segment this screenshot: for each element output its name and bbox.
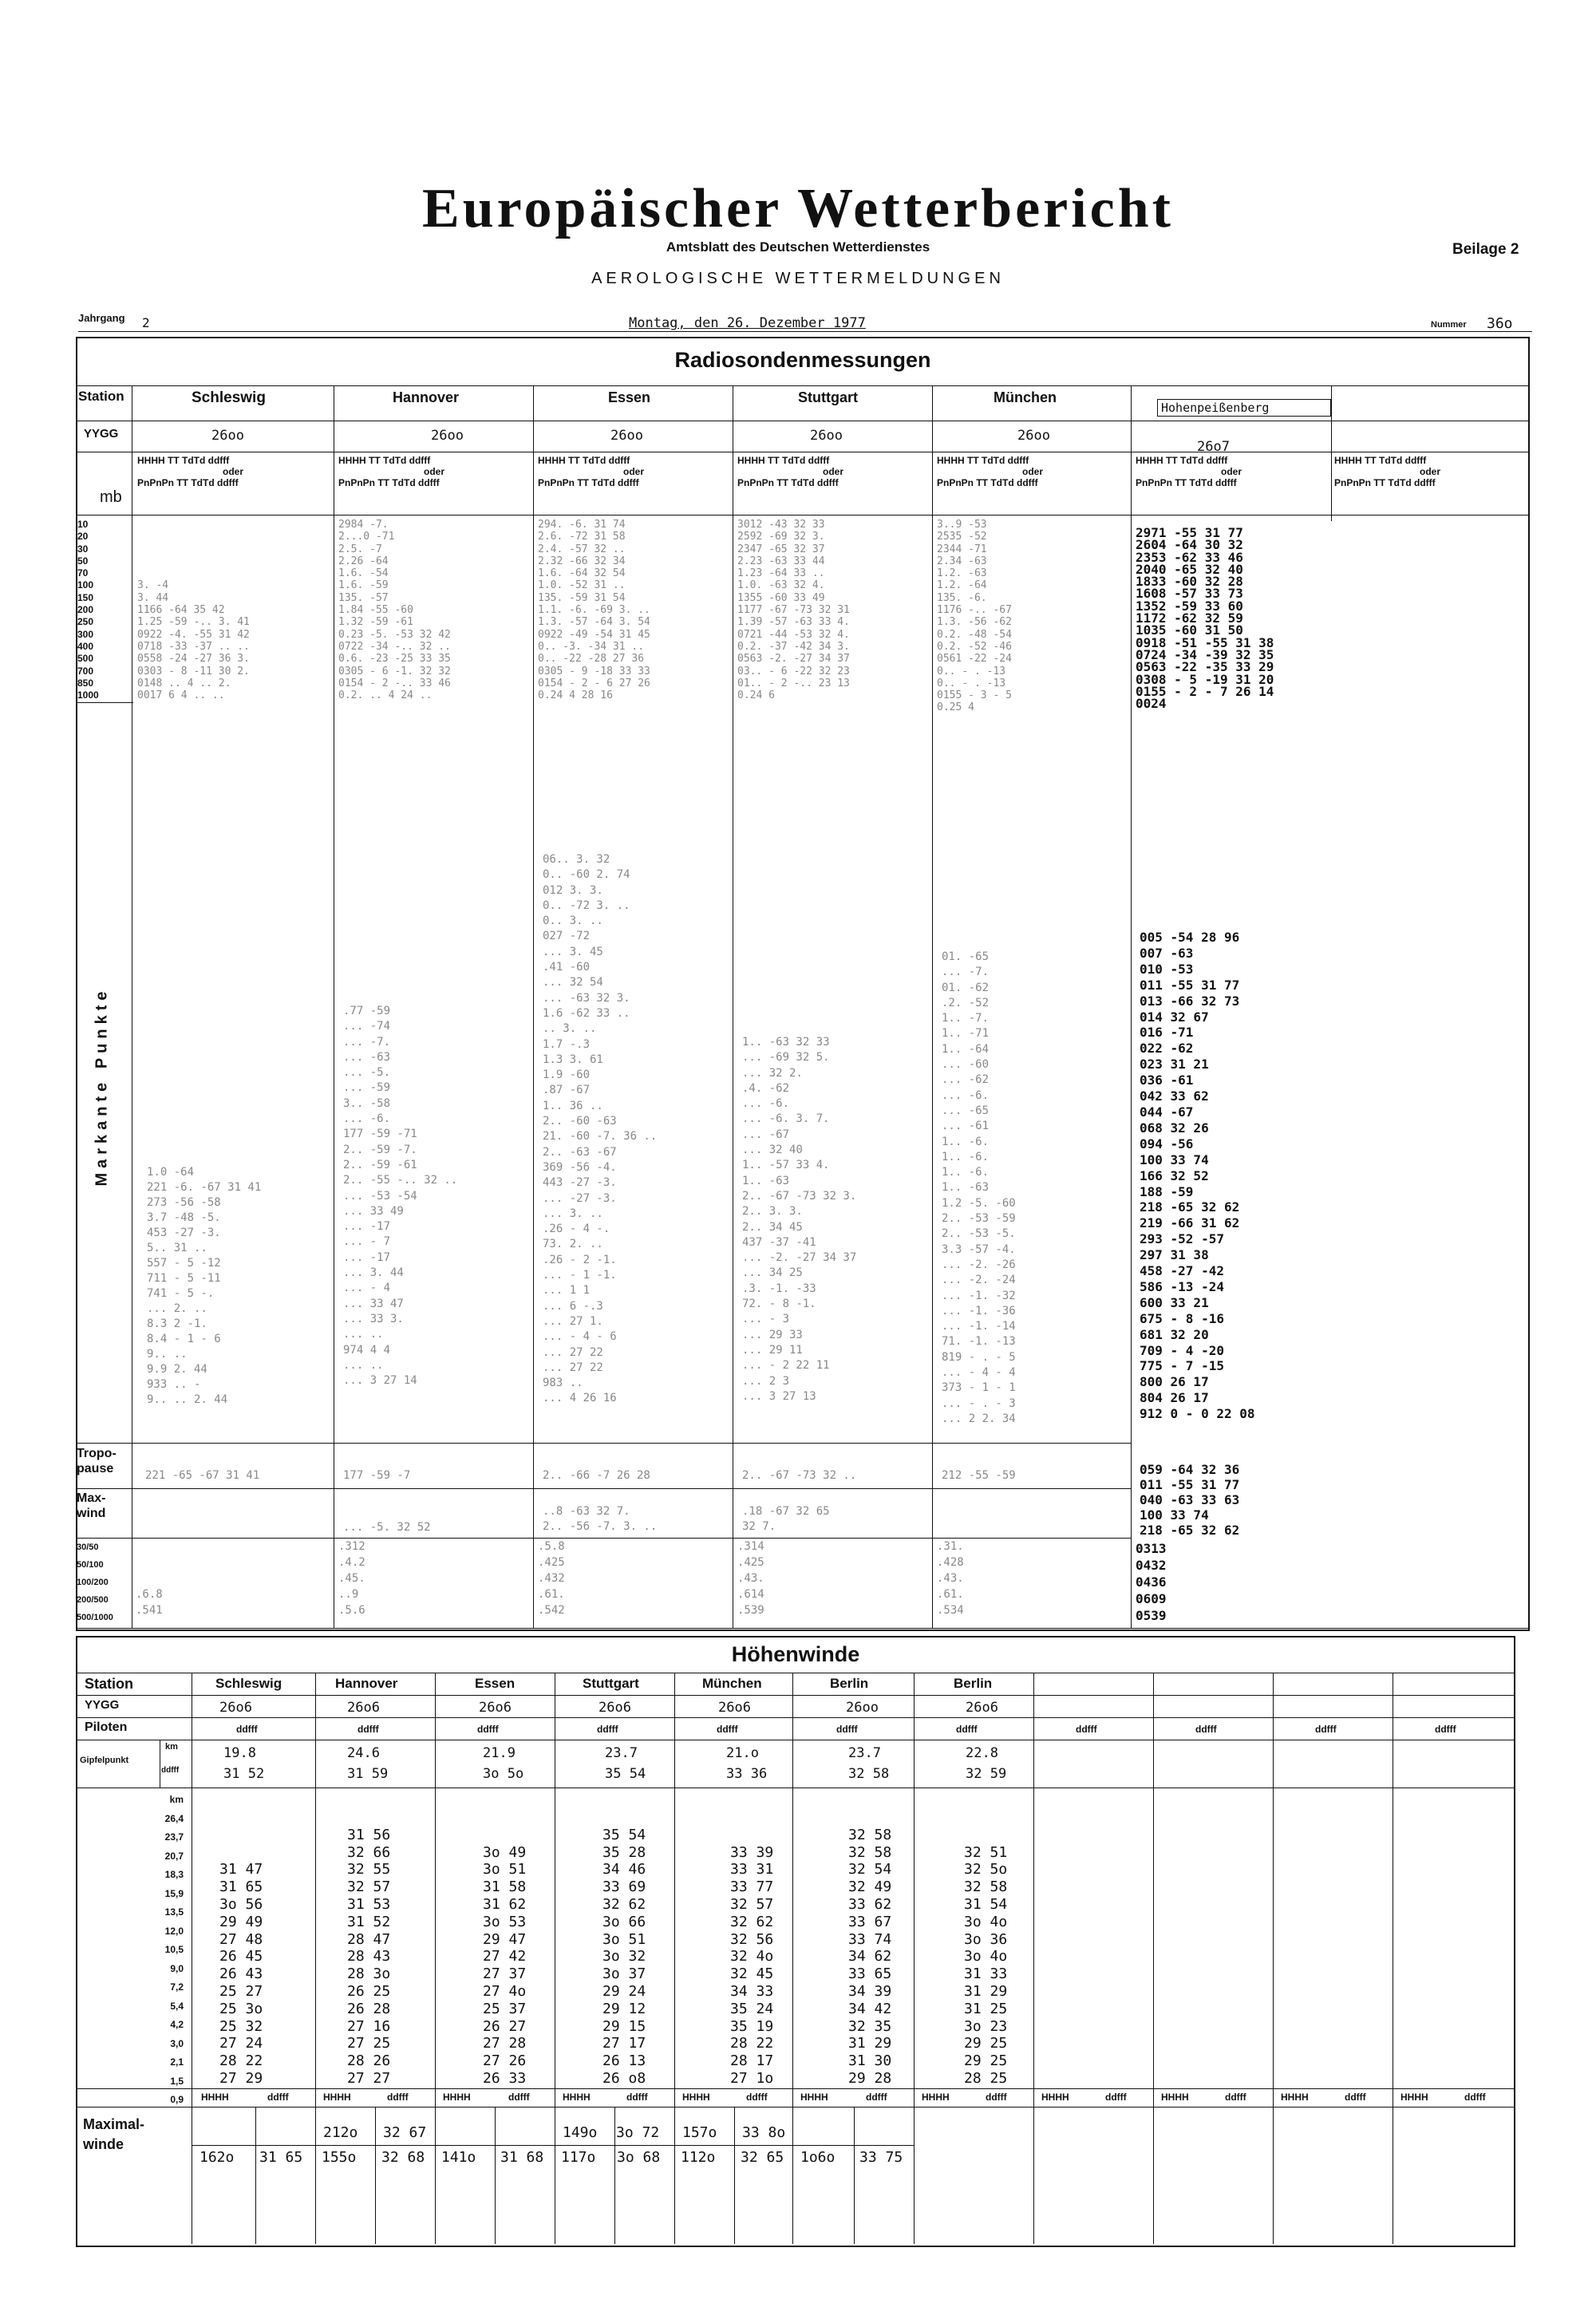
colhead-extra — [1334, 455, 1526, 488]
winds-yygg-berlin-2: 26o6 — [966, 1700, 998, 1716]
page-title: Europäischer Wetterbericht — [422, 178, 1174, 239]
gipfel-berlin-1 — [848, 1743, 889, 1784]
stuttgart-shear: .314 .425 .43. .614 .539 — [737, 1540, 764, 1617]
essen-tropo: 2.. -66 -7 26 28 — [543, 1469, 650, 1482]
piloten-ddfff: ddfff — [1435, 1724, 1456, 1735]
ddfff-label: ddfff — [746, 2092, 768, 2103]
station-muenchen: München — [994, 389, 1057, 405]
yygg-hannover: 26oo — [431, 428, 464, 444]
level: 200 — [77, 604, 94, 616]
piloten-ddfff: ddfff — [836, 1724, 858, 1735]
hhhh-label: HHHH — [443, 2092, 471, 2103]
winds-yygg-schleswig: 26o6 — [219, 1700, 252, 1716]
km-level: 20,7 — [164, 1850, 184, 1862]
ddfff-label: ddfff — [387, 2092, 409, 2103]
winds-muenchen-col: 33 39 33 31 33 77 32 57 32 62 32 56 32 4o 32 45 34 33 35 24 35 19 28 22 28 17 27 1o — [730, 1843, 774, 2087]
km-level: 4,2 — [170, 2019, 184, 2030]
hhhh-label: HHHH — [1041, 2092, 1069, 2103]
winds-yygg-berlin-1: 26oo — [846, 1700, 879, 1716]
max-essen-h: 141o — [441, 2149, 476, 2166]
station-hannover: Hannover — [393, 389, 460, 405]
stuttgart-tropo: 2.. -67 -73 32 .. — [742, 1469, 857, 1482]
max-stuttgart-w: 3o 68 — [617, 2149, 661, 2166]
km-level: 10,5 — [164, 1944, 184, 1955]
colhead-oder: oder — [822, 466, 843, 477]
station-stuttgart: Stuttgart — [798, 389, 858, 405]
winds-hannover-col: 31 56 32 66 32 55 32 57 31 53 31 52 28 47 28 43 28 3o 26 25 26 28 27 16 27 25 28 26 27 27 — [347, 1826, 391, 2087]
hhhh-label: HHHH — [800, 2092, 828, 2103]
colhead-hohenpeissenberg — [1136, 455, 1327, 488]
level: 300 — [77, 628, 94, 640]
schleswig-std-data: 3. -4 3. 44 1166 -64 35 42 1.25 -59 -.. 3. 41 0922 -4. -55 31 42 0718 -33 -37 .. .. 0558 -24 -27 36 3. 0303 - 8 -11 30 2. 0148 .. 4 .. 2. 0017 6 4 .. .. — [137, 579, 250, 702]
max-essen-w: 31 68 — [500, 2149, 544, 2166]
colhead-oder: oder — [1419, 466, 1440, 477]
essen-maxwind: ..8 -63 32 7. 2.. -56 -7. 3. .. — [543, 1505, 658, 1533]
km-level: 26,4 — [164, 1812, 184, 1824]
colhead-bottom: PnPnPn TT TdTd ddfff — [737, 477, 839, 488]
station-schleswig: Schleswig — [192, 389, 266, 406]
hhhh-label: HHHH — [922, 2092, 950, 2103]
colhead-schleswig — [137, 455, 329, 488]
winds-yygg-label: YYGG — [85, 1698, 120, 1712]
maximalwinde-label: Maximal- winde — [83, 2116, 145, 2152]
ddfff-label: ddfff — [866, 2092, 887, 2103]
gipfel-wind: 33 36 — [726, 1766, 768, 1782]
km-level: 0,9 — [170, 2094, 184, 2105]
winds-berlin-2-col: 32 51 32 5o 32 58 31 54 3o 4o 3o 36 3o 4o 31 33 31 29 31 25 3o 23 29 25 29 25 28 25 — [964, 1843, 1008, 2087]
ddfff-label: ddfff — [1345, 2092, 1366, 2103]
max-berlin-h: 1o6o — [800, 2149, 836, 2166]
gipfel-wind: 32 59 — [966, 1766, 1007, 1782]
station-essen: Essen — [608, 389, 651, 405]
gipfel-km: 19.8 — [223, 1745, 256, 1761]
colhead-stuttgart — [737, 455, 929, 488]
ddfff-label: ddfff — [1105, 2092, 1127, 2103]
piloten-ddfff: ddfff — [1315, 1724, 1337, 1735]
km-label: km — [169, 1794, 184, 1805]
gipfel-ddfff-label: ddfff — [161, 1766, 180, 1775]
km-level: 13,5 — [164, 1906, 184, 1918]
colhead-top: HHHH TT TdTd ddfff — [1334, 455, 1427, 466]
ddfff-label: ddfff — [508, 2092, 530, 2103]
max-stuttgart-upper-h: 149o — [563, 2124, 598, 2141]
gipfel-km: 22.8 — [966, 1745, 998, 1761]
km-level: 23,7 — [164, 1831, 184, 1843]
gipfel-km: 21.9 — [483, 1745, 516, 1761]
maxwind-label: Max- wind — [77, 1491, 106, 1520]
max-muenchen-h: 112o — [681, 2149, 716, 2166]
level: 500 — [77, 653, 94, 665]
winds-station-muenchen: München — [702, 1676, 762, 1691]
colhead-oder: oder — [622, 466, 644, 477]
winds-station-schleswig: Schleswig — [215, 1676, 282, 1691]
hhhh-label: HHHH — [1400, 2092, 1428, 2103]
max-stuttgart-h: 117o — [561, 2149, 596, 2166]
colhead-top: HHHH TT TdTd ddfff — [1136, 455, 1228, 466]
stuttgart-mark-data: 1.. -63 32 33 ... -69 32 5. ... 32 2. .4. -62 ... -6. ... -6. 3. 7. ... -67 ... 32 40 1.. -57 33 4. 1.. -63 2.. -67 -73 32 3. 2.. 3. 3. 2.. 34 45 437 -37 -41 ... -2. -27 34 37 ... 34 25 .3. -1. -33 72. - 8 -1. ... - 3 ... 29 33 ... 29 11 ... - 2 22 11 ... 2 3 ... 3 27 13 — [742, 1036, 857, 1403]
jahrgang-label: Jahrgang — [78, 312, 125, 324]
jahrgang-value: 2 — [142, 315, 150, 330]
colhead-muenchen — [937, 455, 1128, 488]
gipfel-km: 24.6 — [347, 1745, 380, 1761]
yygg-schleswig: 26oo — [211, 428, 244, 444]
station-label: Station — [78, 389, 124, 404]
gipfel-muenchen — [726, 1743, 767, 1784]
essen-shear: .5.8 .425 .432 .61. .542 — [538, 1540, 565, 1617]
km-level: 18,3 — [164, 1869, 184, 1880]
hohenpeissenberg-maxwind: 040 -63 33 63 100 33 74 218 -65 32 62 — [1140, 1492, 1240, 1538]
hohenpeissenberg-tropo: 059 -64 32 36 011 -55 31 77 — [1140, 1462, 1240, 1492]
shear-labels — [77, 1539, 131, 1626]
supplement-label: Beilage 2 — [1452, 241, 1519, 258]
winds-station-essen: Essen — [475, 1676, 516, 1691]
level: 30 — [77, 543, 89, 555]
piloten-ddfff: ddfff — [1076, 1724, 1097, 1735]
winds-station-stuttgart: Stuttgart — [583, 1676, 639, 1691]
muenchen-mark-data: 01. -65 ... -7. 01. -62 .2. -52 1.. -7. 1.. -71 1.. -64 ... -60 ... -62 ... -6. ... -65 ... -61 1.. -6. 1.. -6. 1.. -6. 1.. -63 1.2 -5. -60 2.. -53 -59 2.. -53 -5. 3.3 -57 -4. ... -2. -26 ... -2. -24 ... -1. -32 ... -1. -36 ... -1. -14 71. -1. -13 819 - . - 5 ... - 4 - 4 373 - 1 - 1 ... - . - 3 ... 2 2. 34 — [942, 950, 1016, 1425]
markante-punkte-label — [86, 986, 118, 1197]
gipfel-wind: 35 54 — [605, 1766, 646, 1782]
colhead-top: HHHH TT TdTd ddfff — [737, 455, 830, 466]
km-level: 7,2 — [170, 1981, 184, 1993]
winds-schleswig-col: 31 47 31 65 3o 56 29 49 27 48 26 45 26 43 25 27 25 3o 25 32 27 24 28 22 27 29 — [219, 1861, 263, 2087]
hohenpeissenberg-std-data: 2971 -55 31 77 2604 -64 30 32 2353 -62 33 46 2040 -65 32 40 1833 -60 32 28 1608 -57 33 73 1352 -59 33 60 1172 -62 32 59 1035 -60 31 50 0918 -51 -55 31 38 0724 -34 -39 32 35 0563 -22 -35 33 29 0308 - 5 -19 31 20 0155 - 2 - 7 26 14 0024 — [1136, 525, 1274, 712]
mb-levels — [77, 519, 130, 701]
nummer-value: 36o — [1487, 315, 1513, 332]
winds-essen-col: 3o 49 3o 51 31 58 31 62 3o 53 29 47 27 42 27 37 27 4o 25 37 26 27 27 28 27 26 26 33 — [483, 1843, 527, 2087]
km-level: 9,0 — [170, 1962, 184, 1974]
colhead-bottom: PnPnPn TT TdTd ddfff — [338, 477, 440, 488]
gipfel-wind: 32 58 — [848, 1766, 890, 1782]
section-heading: AEROLOGISCHE WETTERMELDUNGEN — [591, 270, 1005, 287]
winds-yygg-hannover: 26o6 — [347, 1700, 380, 1716]
level: 1000 — [77, 689, 99, 701]
hhhh-label: HHHH — [1281, 2092, 1309, 2103]
essen-std-data: 294. -6. 31 74 2.6. -72 31 58 2.4. -57 32 .. 2.32 -66 32 34 1.6. -64 32 54 1.0. -52 31 .. 135. -59 31 54 1.1. -6. -69 3. .. 1.3. -57 -64 3. 54 0922 -49 -54 31 45 0.. -3. -34 31 .. 0.. -22 -28 27 36 0305 - 9 -18 33 33 0154 - 2 - 6 27 26 0.24 4 28 16 — [538, 519, 650, 702]
ddfff-label: ddfff — [1464, 2092, 1486, 2103]
piloten-ddfff: ddfff — [956, 1724, 978, 1735]
wind-km-levels — [120, 1791, 184, 2110]
gipfel-hannover — [347, 1743, 388, 1784]
level: 10 — [77, 519, 89, 530]
hannover-tropo: 177 -59 -7 — [343, 1469, 411, 1482]
shear-label: 200/500 — [77, 1595, 109, 1605]
yygg-label: YYGG — [84, 427, 119, 440]
gipfel-km: 23.7 — [848, 1745, 881, 1761]
max-stuttgart-upper-w: 3o 72 — [616, 2124, 660, 2141]
muenchen-std-data: 3..9 -53 2535 -52 2344 -71 2.34 -63 1.2. -63 1.2. -64 135. -6. 1176 -.. -67 1.3. -56 -62 0.2. -48 -54 0.2. -52 -46 0561 -22 -24 0.. - . -13 0.. - . -13 0155 - 3 - 5 0.25 4 — [937, 519, 1012, 714]
hohenpeissenberg-mark-data: 005 -54 28 96 007 -63 010 -53 011 -55 31 77 013 -66 32 73 014 32 67 016 -71 022 -62 023 31 21 036 -61 042 33 62 044 -67 068 32 26 094 -56 100 33 74 166 32 52 188 -59 218 -65 32 62 219 -66 31 62 293 -52 -57 297 31 38 458 -27 -42 586 -13 -24 600 33 21 675 - 8 -16 681 32 20 709 - 4 -20 775 - 7 -15 800 26 17 804 26 17 912 0 - 0 22 08 — [1140, 930, 1255, 1422]
hannover-maxwind: ... -5. 32 52 — [343, 1521, 431, 1534]
level: 100 — [77, 579, 94, 591]
km-level: 1,5 — [170, 2075, 184, 2087]
nummer-label: Nummer — [1431, 320, 1467, 330]
yygg-hohenpeissenberg: 26o7 — [1197, 439, 1230, 455]
colhead-oder: oder — [1220, 466, 1242, 477]
shear-label: 30/50 — [77, 1543, 99, 1552]
km-level: 2,1 — [170, 2056, 184, 2068]
ddfff-label: ddfff — [626, 2092, 648, 2103]
winds-piloten-label: Piloten — [85, 1720, 128, 1734]
colhead-top: HHHH TT TdTd ddfff — [937, 455, 1029, 466]
colhead-bottom: PnPnPn TT TdTd ddfff — [937, 477, 1038, 488]
piloten-ddfff: ddfff — [358, 1724, 379, 1735]
essen-mark-data: 06.. 3. 32 0.. -60 2. 74 012 3. 3. 0.. -72 3. .. 0.. 3. .. 027 -72 ... 3. 45 .41 -60 ... 32 54 ... -63 32 3. 1.6 -62 33 .. .. 3. .. 1.7 -.3 1.3 3. 61 1.9 -60 .87 -67 1.. 36 .. 2.. -60 -63 21. -60 -7. 36 .. 2.. -63 -67 369 -56 -4. 443 -27 -3. ... -27 -3. ... 3. .. .26 - 4 -. 73. 2. .. .26 - 2 -1. ... - 1 -1. ... 1 1 ... 6 -.3 ... 27 1. ... - 4 - 6 ... 27 22 ... 27 22 983 .. ... 4 26 16 — [543, 853, 658, 1405]
max-muenchen-w: 32 65 — [741, 2149, 784, 2166]
piloten-ddfff: ddfff — [236, 1724, 258, 1735]
level: 150 — [77, 591, 94, 603]
hannover-shear: .312 .4.2 .45. ..9 .5.6 — [338, 1540, 365, 1617]
level: 250 — [77, 616, 94, 628]
hhhh-label: HHHH — [1161, 2092, 1189, 2103]
gipfel-essen — [483, 1743, 523, 1784]
gipfel-schleswig — [223, 1743, 264, 1784]
hannover-std-data: 2984 -7. 2...0 -71 2.5. -7 2.26 -64 1.6. -54 1.6. -59 135. -57 1.84 -55 -60 1.32 -59 -61 0.23 -5. -53 32 42 0722 -34 -.. 32 .. 0.6. -23 -25 33 35 0305 - 6 -1. 32 32 0154 - 2 -.. 33 46 0.2. .. 4 24 .. — [338, 519, 451, 702]
level: 50 — [77, 555, 89, 567]
colhead-oder: oder — [222, 466, 243, 477]
winds-station-hannover: Hannover — [335, 1676, 398, 1691]
gipfel-wind: 31 59 — [347, 1766, 389, 1782]
yygg-muenchen: 26oo — [1017, 428, 1050, 444]
colhead-hannover — [338, 455, 530, 488]
colhead-bottom: PnPnPn TT TdTd ddfff — [538, 477, 639, 488]
shear-label: 100/200 — [77, 1578, 109, 1587]
piloten-ddfff: ddfff — [717, 1724, 738, 1735]
hhhh-label: HHHH — [201, 2092, 229, 2103]
yygg-stuttgart: 26oo — [810, 428, 843, 444]
yygg-essen: 26oo — [610, 428, 643, 444]
level: 850 — [77, 677, 94, 689]
max-schleswig-w: 31 65 — [259, 2149, 303, 2166]
hhhh-label: HHHH — [563, 2092, 591, 2103]
schleswig-shear: .6.8 .541 — [136, 1588, 163, 1617]
hohenpeissenberg-shear: 0313 0432 0436 0609 0539 — [1136, 1541, 1167, 1623]
km-level: 5,4 — [170, 2000, 184, 2012]
winds-yygg-essen: 26o6 — [479, 1700, 512, 1716]
piloten-ddfff: ddfff — [477, 1724, 499, 1735]
station-hohenpeissenberg: Hohenpeißenberg — [1157, 399, 1331, 417]
max-hannover-upper-h: 212o — [323, 2124, 358, 2141]
colhead-oder: oder — [423, 466, 444, 477]
markante-punkte-text: Markante Punkte — [93, 986, 111, 1187]
ddfff-label: ddfff — [1225, 2092, 1246, 2103]
level: 70 — [77, 567, 89, 579]
max-muenchen-upper-w: 33 8o — [742, 2124, 786, 2141]
schleswig-mark-data: 1.0 -64 221 -6. -67 31 41 273 -56 -58 3.7 -48 -5. 453 -27 -3. 5.. 31 .. 557 - 5 -12 711 - 5 -11 741 - 5 -. ... 2. .. 8.3 2 -1. 8.4 - 1 - 6 9.. .. 9.9 2. 44 933 .. - 9.. .. 2. 44 — [147, 1166, 262, 1406]
max-hannover-upper-w: 32 67 — [383, 2124, 427, 2141]
winds-station-berlin-2: Berlin — [954, 1676, 993, 1691]
km-level: 3,0 — [170, 2037, 184, 2049]
winds-yygg-muenchen: 26o6 — [718, 1700, 751, 1716]
piloten-ddfff: ddfff — [1195, 1724, 1217, 1735]
colhead-oder: oder — [1021, 466, 1043, 477]
max-berlin-w: 33 75 — [859, 2149, 903, 2166]
radiosonde-title: Radiosondenmessungen — [674, 348, 931, 372]
gipfel-wind: 31 52 — [223, 1766, 265, 1782]
tropopause-label: Tropo- pause — [77, 1447, 117, 1475]
gipfel-wind: 3o 5o — [483, 1766, 524, 1782]
level: 20 — [77, 531, 89, 543]
winds-yygg-stuttgart: 26o6 — [598, 1700, 631, 1716]
shear-label: 50/100 — [77, 1560, 104, 1570]
gipfel-km: 23.7 — [605, 1745, 638, 1761]
hoehenwinde-title: Höhenwinde — [731, 1642, 860, 1666]
hhhh-label: HHHH — [682, 2092, 710, 2103]
max-muenchen-upper-h: 157o — [682, 2124, 717, 2141]
gipfel-label: Gipfelpunkt — [80, 1756, 129, 1765]
muenchen-shear: .31. .428 .43. .61. .534 — [937, 1540, 964, 1617]
max-hannover-w: 32 68 — [381, 2149, 425, 2166]
issue-line — [78, 312, 1532, 332]
hannover-mark-data: .77 -59 ... -74 ... -7. ... -63 ... -5. ... -59 3.. -58 ... -6. 177 -59 -71 2.. -59 -7. 2.. -59 -61 2.. -55 -.. 32 .. ... -53 -54 ... 33 49 ... -17 ... - 7 ... -17 ... 3. 44 ... - 4 ... 33 47 ... 33 3. ... .. 974 4 4 ... .. ... 3 27 14 — [343, 1005, 458, 1388]
colhead-essen — [538, 455, 729, 488]
gipfel-km: 21.o — [726, 1745, 759, 1761]
hhhh-label: HHHH — [323, 2092, 351, 2103]
shear-label: 500/1000 — [77, 1613, 113, 1622]
winds-berlin-1-col: 32 58 32 58 32 54 32 49 33 62 33 67 33 74 34 62 33 65 34 39 34 42 32 35 31 29 31 30 29 28 — [848, 1826, 892, 2087]
gipfel-stuttgart — [605, 1743, 646, 1784]
piloten-ddfff: ddfff — [597, 1724, 618, 1735]
level: 400 — [77, 640, 94, 652]
colhead-bottom: PnPnPn TT TdTd ddfff — [1136, 477, 1237, 488]
schleswig-tropo: 221 -65 -67 31 41 — [145, 1469, 260, 1482]
issue-date: Montag, den 26. Dezember 1977 — [629, 315, 866, 331]
winds-station-label: Station — [85, 1676, 133, 1692]
km-level: 15,9 — [164, 1887, 184, 1899]
ddfff-label: ddfff — [267, 2092, 289, 2103]
gipfel-km-label: km — [165, 1742, 178, 1752]
colhead-top: HHHH TT TdTd ddfff — [338, 455, 431, 466]
km-level: 12,0 — [164, 1925, 184, 1937]
stuttgart-maxwind: .18 -67 32 65 32 7. — [742, 1505, 830, 1533]
colhead-bottom: PnPnPn TT TdTd ddfff — [137, 477, 239, 488]
colhead-top: HHHH TT TdTd ddfff — [538, 455, 630, 466]
winds-stuttgart-col: 35 54 35 28 34 46 33 69 32 62 3o 66 3o 51 3o 32 3o 37 29 24 29 12 29 15 27 17 26 13 26 o8 — [602, 1826, 646, 2087]
gipfel-berlin-2 — [966, 1743, 1006, 1784]
mb-label: mb — [100, 488, 122, 506]
colhead-bottom: PnPnPn TT TdTd ddfff — [1334, 477, 1436, 488]
colhead-top: HHHH TT TdTd ddfff — [137, 455, 230, 466]
muenchen-tropo: 212 -55 -59 — [942, 1469, 1016, 1482]
max-hannover-h: 155o — [322, 2149, 357, 2166]
max-schleswig-h: 162o — [200, 2149, 235, 2166]
stuttgart-std-data: 3012 -43 32 33 2592 -69 32 3. 2347 -65 32 37 2.23 -63 33 44 1.23 -64 33 .. 1.0. -63 32 4. 1355 -60 33 49 1177 -67 -73 32 31 1.39 -57 -63 33 4. 0721 -44 -53 32 4. 0.2. -37 -42 34 3. 0563 -2. -27 34 37 03.. - 6 -22 32 23 01.. - 2 -.. 23 13 0.24 6 — [737, 519, 850, 702]
publisher-subtitle: Amtsblatt des Deutschen Wetterdienstes — [666, 239, 930, 255]
winds-station-berlin-1: Berlin — [830, 1676, 869, 1691]
ddfff-label: ddfff — [986, 2092, 1007, 2103]
level: 700 — [77, 665, 94, 677]
